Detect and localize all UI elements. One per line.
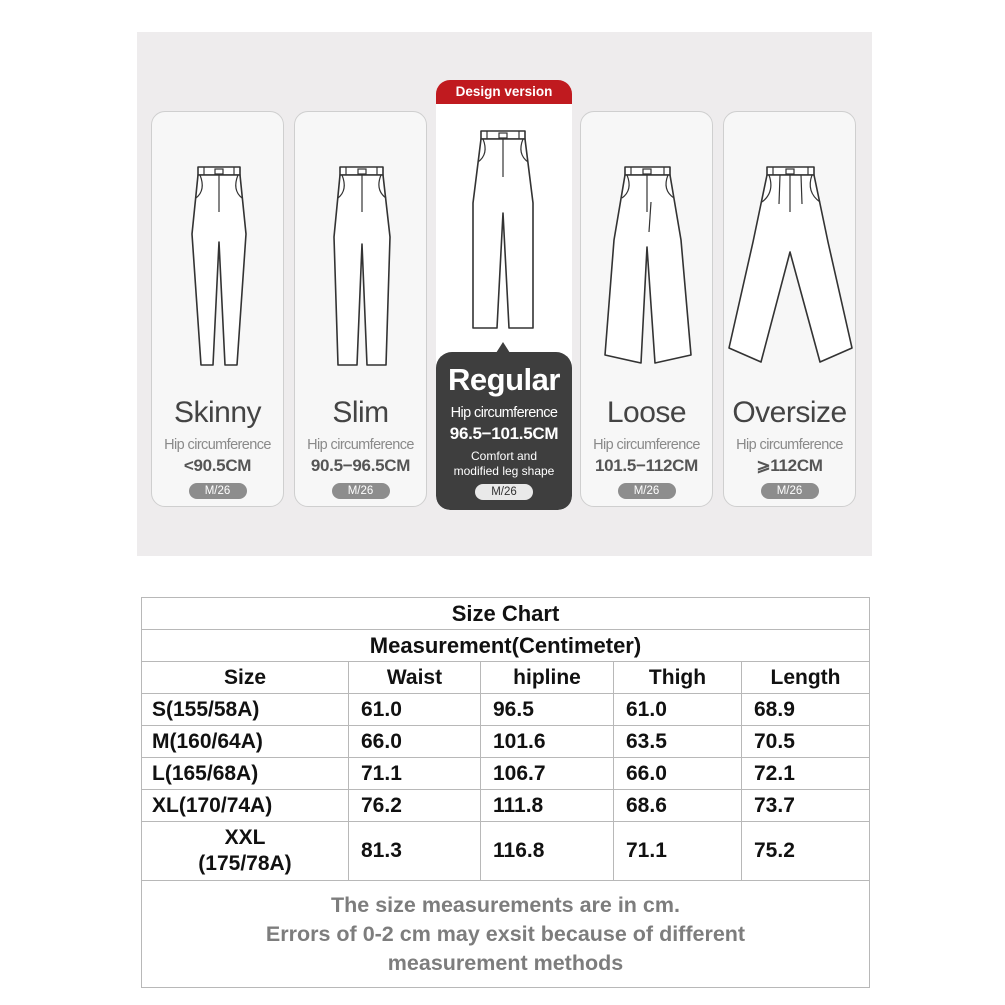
table-row — [142, 758, 870, 790]
size-badge: M/26 — [761, 483, 819, 499]
fit-name: Slim — [332, 396, 389, 429]
size-badge: M/26 — [332, 483, 390, 499]
length-cell: 73.7 — [742, 790, 870, 822]
size-line1: XXL — [224, 826, 266, 849]
waist-cell: 71.1 — [349, 758, 481, 790]
oversize-pants-illustration — [724, 152, 857, 372]
fit-card-regular — [436, 80, 572, 510]
fit-name: Regular — [448, 362, 560, 397]
fit-name: Loose — [606, 396, 687, 429]
hipline-cell: 101.6 — [481, 726, 614, 758]
table-title: Size Chart — [142, 598, 870, 630]
regular-pants-illustration — [436, 121, 569, 341]
hip-range: <90.5CM — [183, 456, 252, 475]
measurement-note — [142, 881, 870, 988]
fit-name: Oversize — [732, 396, 847, 429]
table-header-row — [142, 662, 870, 694]
hip-range: 90.5−96.5CM — [310, 456, 411, 475]
size-badge: M/26 — [189, 483, 247, 499]
table-row — [142, 822, 870, 881]
length-cell: 70.5 — [742, 726, 870, 758]
note-line3: measurement methods — [387, 950, 624, 975]
hip-label: Hip circumference — [450, 405, 558, 421]
table-title-row — [142, 598, 870, 630]
table-subtitle-row — [142, 630, 870, 662]
size-cell: L(165/68A) — [142, 758, 349, 790]
fit-card-oversize — [723, 111, 856, 507]
table-row — [142, 790, 870, 822]
size-cell: XL(170/74A) — [142, 790, 349, 822]
header-thigh: Thigh — [614, 662, 742, 694]
fit-card-loose — [580, 111, 713, 507]
header-hipline: hipline — [481, 662, 614, 694]
size-badge: M/26 — [618, 483, 676, 499]
table-note-row — [142, 881, 870, 988]
note-line1: The size measurements are in cm. — [331, 892, 680, 917]
thigh-cell: 63.5 — [614, 726, 742, 758]
table-row — [142, 694, 870, 726]
waist-cell: 81.3 — [349, 822, 481, 881]
table-subtitle: Measurement(Centimeter) — [142, 630, 870, 662]
hip-range: 101.5−112CM — [594, 456, 699, 475]
size-cell: M(160/64A) — [142, 726, 349, 758]
length-cell: 75.2 — [742, 822, 870, 881]
thigh-cell: 68.6 — [614, 790, 742, 822]
waist-cell: 76.2 — [349, 790, 481, 822]
size-cell — [142, 822, 349, 881]
size-cell: S(155/58A) — [142, 694, 349, 726]
header-length: Length — [742, 662, 870, 694]
fit-comparison-panel — [137, 32, 872, 556]
hipline-cell: 111.8 — [481, 790, 614, 822]
table-row — [142, 726, 870, 758]
fit-note — [436, 449, 572, 479]
hip-label: Hip circumference — [593, 437, 700, 453]
fit-card-slim — [294, 111, 427, 507]
fit-card-skinny — [151, 111, 284, 507]
hip-label: Hip circumference — [736, 437, 843, 453]
design-version-banner: Design version — [436, 80, 572, 104]
note-line2: Errors of 0-2 cm may exsit because of different — [265, 921, 746, 946]
length-cell: 68.9 — [742, 694, 870, 726]
hip-label: Hip circumference — [307, 437, 414, 453]
hipline-cell: 116.8 — [481, 822, 614, 881]
thigh-cell: 61.0 — [614, 694, 742, 726]
hip-range: 96.5−101.5CM — [449, 424, 559, 443]
size-badge: M/26 — [475, 484, 533, 500]
hip-range: ⩾112CM — [756, 456, 823, 475]
hipline-cell: 96.5 — [481, 694, 614, 726]
length-cell: 72.1 — [742, 758, 870, 790]
slim-pants-illustration — [295, 152, 428, 372]
fit-note-line1: Comfort and — [470, 449, 538, 463]
skinny-pants-illustration — [152, 152, 285, 372]
size-chart-table — [141, 597, 870, 988]
thigh-cell: 71.1 — [614, 822, 742, 881]
thigh-cell: 66.0 — [614, 758, 742, 790]
size-line2: (175/78A) — [198, 852, 292, 875]
hipline-cell: 106.7 — [481, 758, 614, 790]
hip-label: Hip circumference — [164, 437, 271, 453]
loose-pants-illustration — [581, 152, 714, 372]
fit-note-line2: modified leg shape — [453, 464, 555, 478]
waist-cell: 66.0 — [349, 726, 481, 758]
fit-name: Skinny — [173, 396, 262, 429]
header-waist: Waist — [349, 662, 481, 694]
waist-cell: 61.0 — [349, 694, 481, 726]
header-size: Size — [142, 662, 349, 694]
